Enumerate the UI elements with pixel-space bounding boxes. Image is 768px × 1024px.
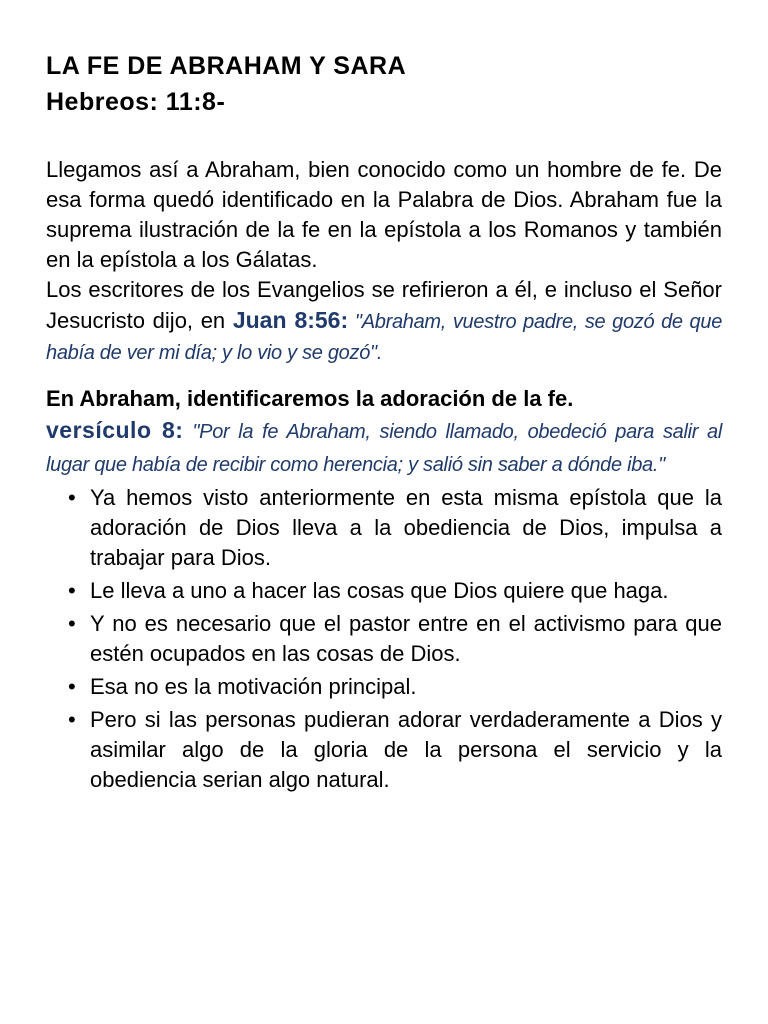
document-body [46, 155, 722, 798]
section-heading: En Abraham, identificaremos la adoración de la fe. [46, 386, 574, 411]
document-subtitle: Hebreos: 11:8- [46, 88, 226, 116]
list-item [46, 483, 722, 573]
paragraph-1: Llegamos así a Abraham, bien conocido como un hombre de fe. De esa forma quedó identificado en la Palabra de Dios. Abraham fue la suprema ilustración de la fe en la epístola a los Romanos y también en la epístola a los Gálatas. [46, 157, 722, 272]
paragraph-2-lead: Los escritores de los Evangelios se refirieron a él, e incluso el Señor Jesucristo dijo, en [46, 277, 722, 333]
scripture-reference-juan: Juan 8:56: [232, 307, 349, 333]
list-item-text: Esa no es la motivación principal. [90, 674, 417, 699]
list-item [46, 576, 722, 606]
list-item [46, 609, 722, 669]
verse-reference: versículo 8: [46, 417, 184, 443]
list-item-text: Y no es necesario que el pastor entre en el activismo para que estén ocupados en las cosas de Dios. [90, 611, 722, 666]
list-item-text: Pero si las personas pudieran adorar verdaderamente a Dios y asimilar algo de la gloria de la persona el servicio y la obediencia serian algo natural. [90, 707, 722, 792]
bullet-dot-icon: • [68, 611, 76, 636]
bullet-dot-icon: • [68, 674, 76, 699]
verse-quote: "Por la fe Abraham, siendo llamado, obedeció para salir al lugar que había de recibir como herencia; y salió sin saber a dónde iba." [46, 421, 722, 476]
list-item [46, 672, 722, 702]
document-title: LA FE DE ABRAHAM Y SARA [46, 52, 407, 80]
list-item [46, 705, 722, 795]
paragraph-2 [46, 275, 722, 368]
scripture-quote-juan: "Abraham, vuestro padre, se gozó de que había de ver mi día; y lo vio y se gozó". [46, 311, 723, 364]
list-item-text: Ya hemos visto anteriormente en esta misma epístola que la adoración de Dios lleva a la obediencia de Dios, impulsa a trabajar para Dios. [90, 485, 722, 570]
list-item-text: Le lleva a uno a hacer las cosas que Dios quiere que haga. [90, 578, 669, 603]
bullet-dot-icon: • [68, 707, 76, 732]
bullet-list [46, 483, 722, 795]
bullet-dot-icon: • [68, 578, 76, 603]
bullet-dot-icon: • [68, 485, 76, 510]
verse-paragraph [46, 414, 722, 481]
